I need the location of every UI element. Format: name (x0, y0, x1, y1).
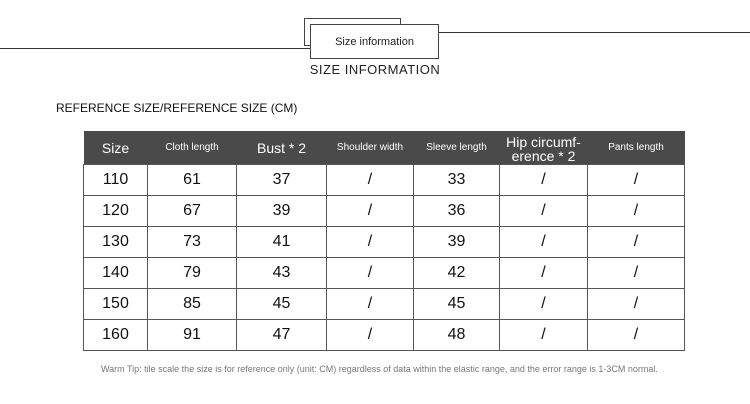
cell-sleeve-length: 45 (414, 289, 500, 320)
header-row (84, 131, 685, 165)
cell-bust: 37 (237, 165, 327, 196)
cell-pants-length: / (588, 320, 685, 351)
size-info-box (310, 24, 439, 59)
cell-hip: / (500, 196, 588, 227)
table-row (84, 196, 685, 227)
cell-sleeve-length: 48 (414, 320, 500, 351)
cell-bust: 41 (237, 227, 327, 258)
cell-sleeve-length: 33 (414, 165, 500, 196)
cell-size: 120 (84, 196, 148, 227)
table-row (84, 258, 685, 289)
cell-pants-length: / (588, 258, 685, 289)
cell-shoulder-width: / (327, 227, 414, 258)
cell-cloth-length: 73 (148, 227, 237, 258)
decor-line-left (0, 48, 310, 49)
decor-line-right (437, 32, 750, 33)
cell-pants-length: / (588, 196, 685, 227)
cell-bust: 39 (237, 196, 327, 227)
cell-hip: / (500, 289, 588, 320)
size-table (83, 131, 685, 351)
cell-shoulder-width: / (327, 320, 414, 351)
cell-sleeve-length: 36 (414, 196, 500, 227)
table-row (84, 289, 685, 320)
cell-bust: 45 (237, 289, 327, 320)
header-cloth-length: Cloth length (148, 131, 237, 165)
cell-pants-length: / (588, 165, 685, 196)
cell-hip: / (500, 258, 588, 289)
cell-size: 130 (84, 227, 148, 258)
cell-size: 140 (84, 258, 148, 289)
cell-sleeve-length: 42 (414, 258, 500, 289)
cell-size: 110 (84, 165, 148, 196)
cell-hip: / (500, 227, 588, 258)
size-info-box-label: Size information (335, 35, 414, 48)
cell-shoulder-width: / (327, 196, 414, 227)
header-shoulder-width: Shoulder width (327, 131, 414, 165)
cell-shoulder-width: / (327, 165, 414, 196)
cell-hip: / (500, 320, 588, 351)
header-hip: Hip circumf-erence * 2 (500, 131, 588, 165)
cell-bust: 47 (237, 320, 327, 351)
cell-cloth-length: 61 (148, 165, 237, 196)
cell-hip: / (500, 165, 588, 196)
cell-cloth-length: 85 (148, 289, 237, 320)
cell-bust: 43 (237, 258, 327, 289)
cell-pants-length: / (588, 227, 685, 258)
cell-size: 160 (84, 320, 148, 351)
cell-shoulder-width: / (327, 258, 414, 289)
table-row (84, 227, 685, 258)
table-row (84, 165, 685, 196)
header-bust: Bust * 2 (237, 131, 327, 165)
cell-pants-length: / (588, 289, 685, 320)
header-size: Size (84, 131, 148, 165)
table-row (84, 320, 685, 351)
cell-cloth-length: 79 (148, 258, 237, 289)
header-pants-length: Pants length (588, 131, 685, 165)
page-heading: SIZE INFORMATION (309, 62, 441, 77)
header-sleeve-length: Sleeve length (414, 131, 500, 165)
cell-cloth-length: 91 (148, 320, 237, 351)
cell-shoulder-width: / (327, 289, 414, 320)
cell-sleeve-length: 39 (414, 227, 500, 258)
reference-label: REFERENCE SIZE/REFERENCE SIZE (CM) (56, 101, 298, 115)
cell-size: 150 (84, 289, 148, 320)
cell-cloth-length: 67 (148, 196, 237, 227)
warm-tip: Warm Tip: tile scale the size is for reference only (unit: CM) regardless of data within the elastic range, and the error range is 1-3CM normal. (101, 364, 658, 374)
